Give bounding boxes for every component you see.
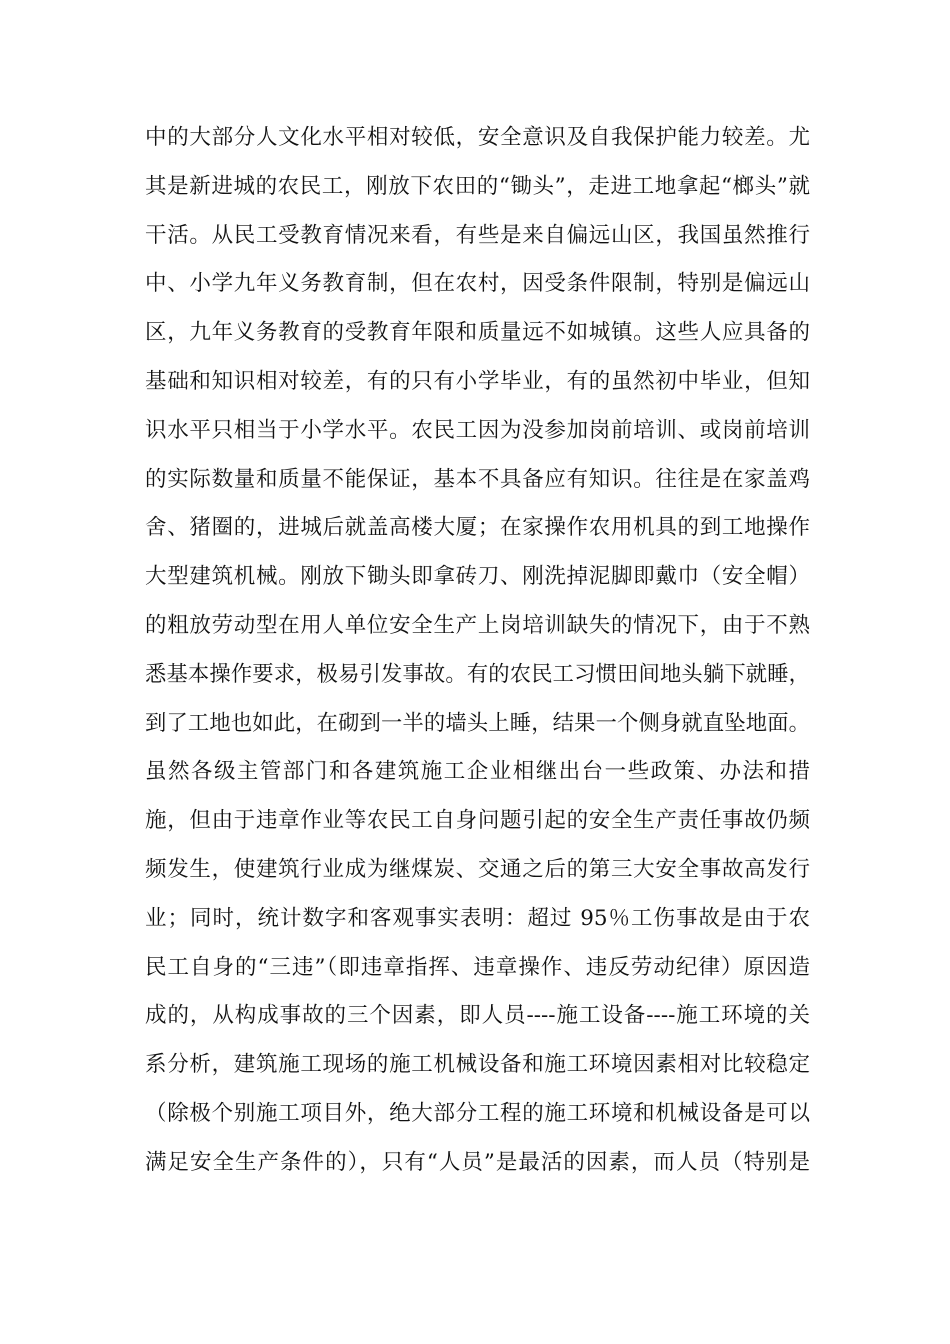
- body-text: [145, 114, 810, 1188]
- text-line: 到了工地也如此，在砌到一半的墙头上睡，结果一个侧身就直坠地面。: [145, 710, 810, 736]
- text-line: 中、小学九年义务教育制，但在农村，因受条件限制，特别是偏远山: [145, 271, 810, 297]
- text-line: 舍、猪圈的，进城后就盖高楼大厦；在家操作农用机具的到工地操作: [145, 515, 810, 541]
- text-line: 区，九年义务教育的受教育年限和质量远不如城镇。这些人应具备的: [145, 320, 810, 346]
- text-line: 其是新进城的农民工，刚放下农田的“锄头”，走进工地拿起“榔头”就: [145, 173, 810, 199]
- text-line: 识水平只相当于小学水平。农民工因为没参加岗前培训、或岗前培训: [145, 417, 810, 443]
- text-line: 悉基本操作要求，极易引发事故。有的农民工习惯田间地头躺下就睡，: [145, 661, 810, 687]
- text-line: 业；同时，统计数字和客观事实表明：超过 95％工伤事故是由于农: [145, 905, 810, 931]
- text-line: 的粗放劳动型在用人单位安全生产上岗培训缺失的情况下，由于不熟: [145, 612, 810, 638]
- text-line: 民工自身的“三违”（即违章指挥、违章操作、违反劳动纪律）原因造: [145, 954, 810, 980]
- text-line: 干活。从民工受教育情况来看，有些是来自偏远山区，我国虽然推行: [145, 222, 810, 248]
- text-line: 施，但由于违章作业等农民工自身问题引起的安全生产责任事故仍频: [145, 808, 810, 834]
- text-line: 的实际数量和质量不能保证，基本不具备应有知识。往往是在家盖鸡: [145, 466, 810, 492]
- text-line: 系分析，建筑施工现场的施工机械设备和施工环境因素相对比较稳定: [145, 1052, 810, 1078]
- text-line: 大型建筑机械。刚放下锄头即拿砖刀、刚洗掉泥脚即戴巾（安全帽）: [145, 564, 810, 590]
- text-line: 频发生，使建筑行业成为继煤炭、交通之后的第三大安全事故高发行: [145, 856, 810, 882]
- text-line: 满足安全生产条件的），只有“人员”是最活的因素，而人员（特别是: [145, 1149, 810, 1175]
- text-line: 基础和知识相对较差，有的只有小学毕业，有的虽然初中毕业，但知: [145, 368, 810, 394]
- text-line: 中的大部分人文化水平相对较低，安全意识及自我保护能力较差。尤: [145, 125, 810, 150]
- text-line: （除极个别施工项目外，绝大部分工程的施工环境和机械设备是可以: [145, 1100, 810, 1126]
- text-line: 成的，从构成事故的三个因素，即人员----施工设备----施工环境的关: [145, 1003, 810, 1029]
- text-line: 虽然各级主管部门和各建筑施工企业相继出台一些政策、办法和措: [145, 759, 810, 785]
